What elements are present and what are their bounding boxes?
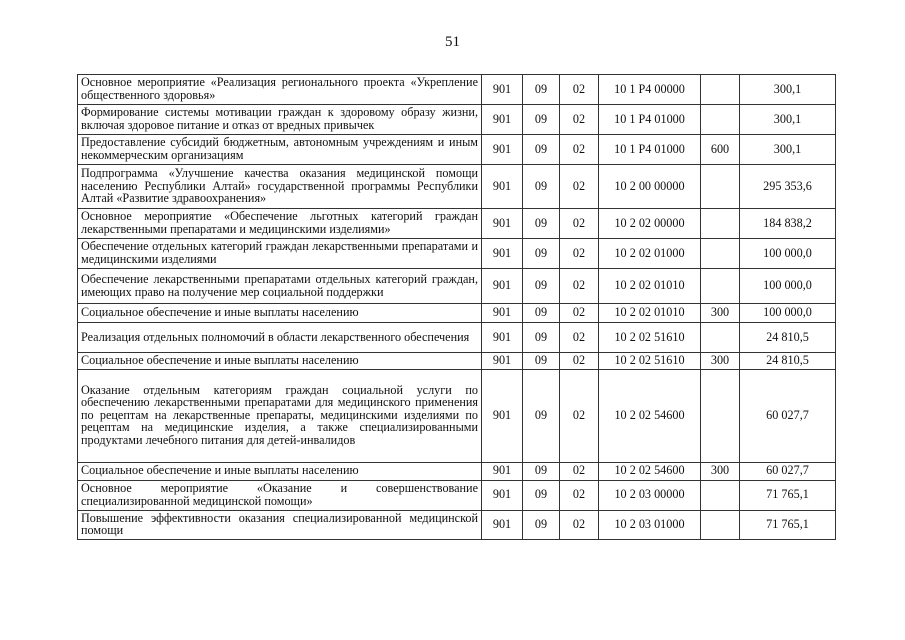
subsection-code-cell: 02 [560,209,599,239]
admin-code-cell: 901 [482,304,523,323]
table-row [78,165,836,209]
subsection-code-cell: 02 [560,369,599,462]
section-code-cell: 09 [523,369,560,462]
expense-type-cell: 300 [701,462,740,480]
admin-code-cell: 901 [482,353,523,370]
expense-type-cell [701,209,740,239]
item-name-cell: Социальное обеспечение и иные выплаты населению [78,462,482,480]
subsection-code-cell: 02 [560,304,599,323]
expense-type-cell: 300 [701,353,740,370]
expense-type-cell [701,510,740,539]
table-row [78,323,836,353]
admin-code-cell: 901 [482,105,523,135]
section-code-cell: 09 [523,135,560,165]
table-row [78,304,836,323]
item-name-cell: Социальное обеспечение и иные выплаты населению [78,353,482,370]
amount-cell: 300,1 [740,75,836,105]
subsection-code-cell: 02 [560,165,599,209]
budget-table [77,74,836,540]
subsection-code-cell: 02 [560,269,599,304]
amount-cell: 300,1 [740,105,836,135]
subsection-code-cell: 02 [560,239,599,269]
item-name-cell: Формирование системы мотивации граждан к здоровому образу жизни, включая здоровое питание и отказ от вредных привычек [78,105,482,135]
table-row [78,480,836,510]
table-row [78,353,836,370]
item-name-cell: Реализация отдельных полномочий в области лекарственного обеспечения [78,323,482,353]
admin-code-cell: 901 [482,369,523,462]
item-name-cell: Предоставление субсидий бюджетным, автономным учреждениям и иным некоммерческим организациям [78,135,482,165]
section-code-cell: 09 [523,323,560,353]
item-name-cell: Основное мероприятие «Реализация регионального проекта «Укрепление общественного здоровья» [78,75,482,105]
item-name-cell: Основное мероприятие «Оказание и совершенствование специализированной медицинской помощи» [78,480,482,510]
admin-code-cell: 901 [482,480,523,510]
target-article-cell: 10 1 P4 00000 [599,75,701,105]
section-code-cell: 09 [523,209,560,239]
expense-type-cell [701,105,740,135]
subsection-code-cell: 02 [560,462,599,480]
table-row [78,462,836,480]
amount-cell: 71 765,1 [740,480,836,510]
section-code-cell: 09 [523,353,560,370]
admin-code-cell: 901 [482,510,523,539]
page-number: 51 [445,34,460,50]
amount-cell: 100 000,0 [740,239,836,269]
admin-code-cell: 901 [482,165,523,209]
table-row [78,135,836,165]
subsection-code-cell: 02 [560,135,599,165]
target-article-cell: 10 2 02 00000 [599,209,701,239]
amount-cell: 100 000,0 [740,269,836,304]
admin-code-cell: 901 [482,462,523,480]
section-code-cell: 09 [523,269,560,304]
amount-cell: 295 353,6 [740,165,836,209]
admin-code-cell: 901 [482,75,523,105]
section-code-cell: 09 [523,510,560,539]
expense-type-cell [701,75,740,105]
target-article-cell: 10 2 02 01010 [599,304,701,323]
admin-code-cell: 901 [482,135,523,165]
admin-code-cell: 901 [482,239,523,269]
amount-cell: 184 838,2 [740,209,836,239]
budget-table-body [78,75,836,540]
item-name-cell: Подпрограмма «Улучшение качества оказания медицинской помощи населению Республики Алтай» государственной программы Республики Алтай «Развитие здравоохранения» [78,165,482,209]
table-row [78,239,836,269]
table-row [78,369,836,462]
item-name-cell: Оказание отдельным категориям граждан социальной услуги по обеспечению лекарственными препаратами для медицинского применения по рецептам на лекарственные препараты, медицинскими изделиями по рецептам на медицинские изделия, а также специализированными продуктами лечебного питания для детей-инвалидов [78,369,482,462]
section-code-cell: 09 [523,105,560,135]
subsection-code-cell: 02 [560,75,599,105]
item-name-cell: Основное мероприятие «Обеспечение льготных категорий граждан лекарственными препаратами и медицинскими изделиями» [78,209,482,239]
table-row [78,209,836,239]
admin-code-cell: 901 [482,209,523,239]
expense-type-cell: 300 [701,304,740,323]
section-code-cell: 09 [523,75,560,105]
target-article-cell: 10 2 02 54600 [599,462,701,480]
amount-cell: 300,1 [740,135,836,165]
item-name-cell: Социальное обеспечение и иные выплаты населению [78,304,482,323]
table-row [78,510,836,539]
section-code-cell: 09 [523,462,560,480]
target-article-cell: 10 2 02 51610 [599,353,701,370]
amount-cell: 24 810,5 [740,323,836,353]
table-row [78,75,836,105]
target-article-cell: 10 2 02 51610 [599,323,701,353]
admin-code-cell: 901 [482,269,523,304]
section-code-cell: 09 [523,239,560,269]
subsection-code-cell: 02 [560,353,599,370]
expense-type-cell [701,165,740,209]
amount-cell: 24 810,5 [740,353,836,370]
expense-type-cell [701,480,740,510]
target-article-cell: 10 1 P4 01000 [599,135,701,165]
table-row [78,105,836,135]
amount-cell: 60 027,7 [740,462,836,480]
section-code-cell: 09 [523,165,560,209]
target-article-cell: 10 1 P4 01000 [599,105,701,135]
target-article-cell: 10 2 03 01000 [599,510,701,539]
target-article-cell: 10 2 03 00000 [599,480,701,510]
amount-cell: 60 027,7 [740,369,836,462]
expense-type-cell [701,269,740,304]
target-article-cell: 10 2 02 54600 [599,369,701,462]
subsection-code-cell: 02 [560,480,599,510]
target-article-cell: 10 2 02 01000 [599,239,701,269]
expense-type-cell [701,323,740,353]
amount-cell: 100 000,0 [740,304,836,323]
section-code-cell: 09 [523,304,560,323]
section-code-cell: 09 [523,480,560,510]
subsection-code-cell: 02 [560,510,599,539]
table-row [78,269,836,304]
admin-code-cell: 901 [482,323,523,353]
target-article-cell: 10 2 02 01010 [599,269,701,304]
amount-cell: 71 765,1 [740,510,836,539]
subsection-code-cell: 02 [560,105,599,135]
expense-type-cell: 600 [701,135,740,165]
subsection-code-cell: 02 [560,323,599,353]
item-name-cell: Обеспечение лекарственными препаратами отдельных категорий граждан, имеющих право на получение мер социальной поддержки [78,269,482,304]
expense-type-cell [701,239,740,269]
expense-type-cell [701,369,740,462]
item-name-cell: Повышение эффективности оказания специализированной медицинской помощи [78,510,482,539]
target-article-cell: 10 2 00 00000 [599,165,701,209]
item-name-cell: Обеспечение отдельных категорий граждан лекарственными препаратами и медицинскими изделиями [78,239,482,269]
